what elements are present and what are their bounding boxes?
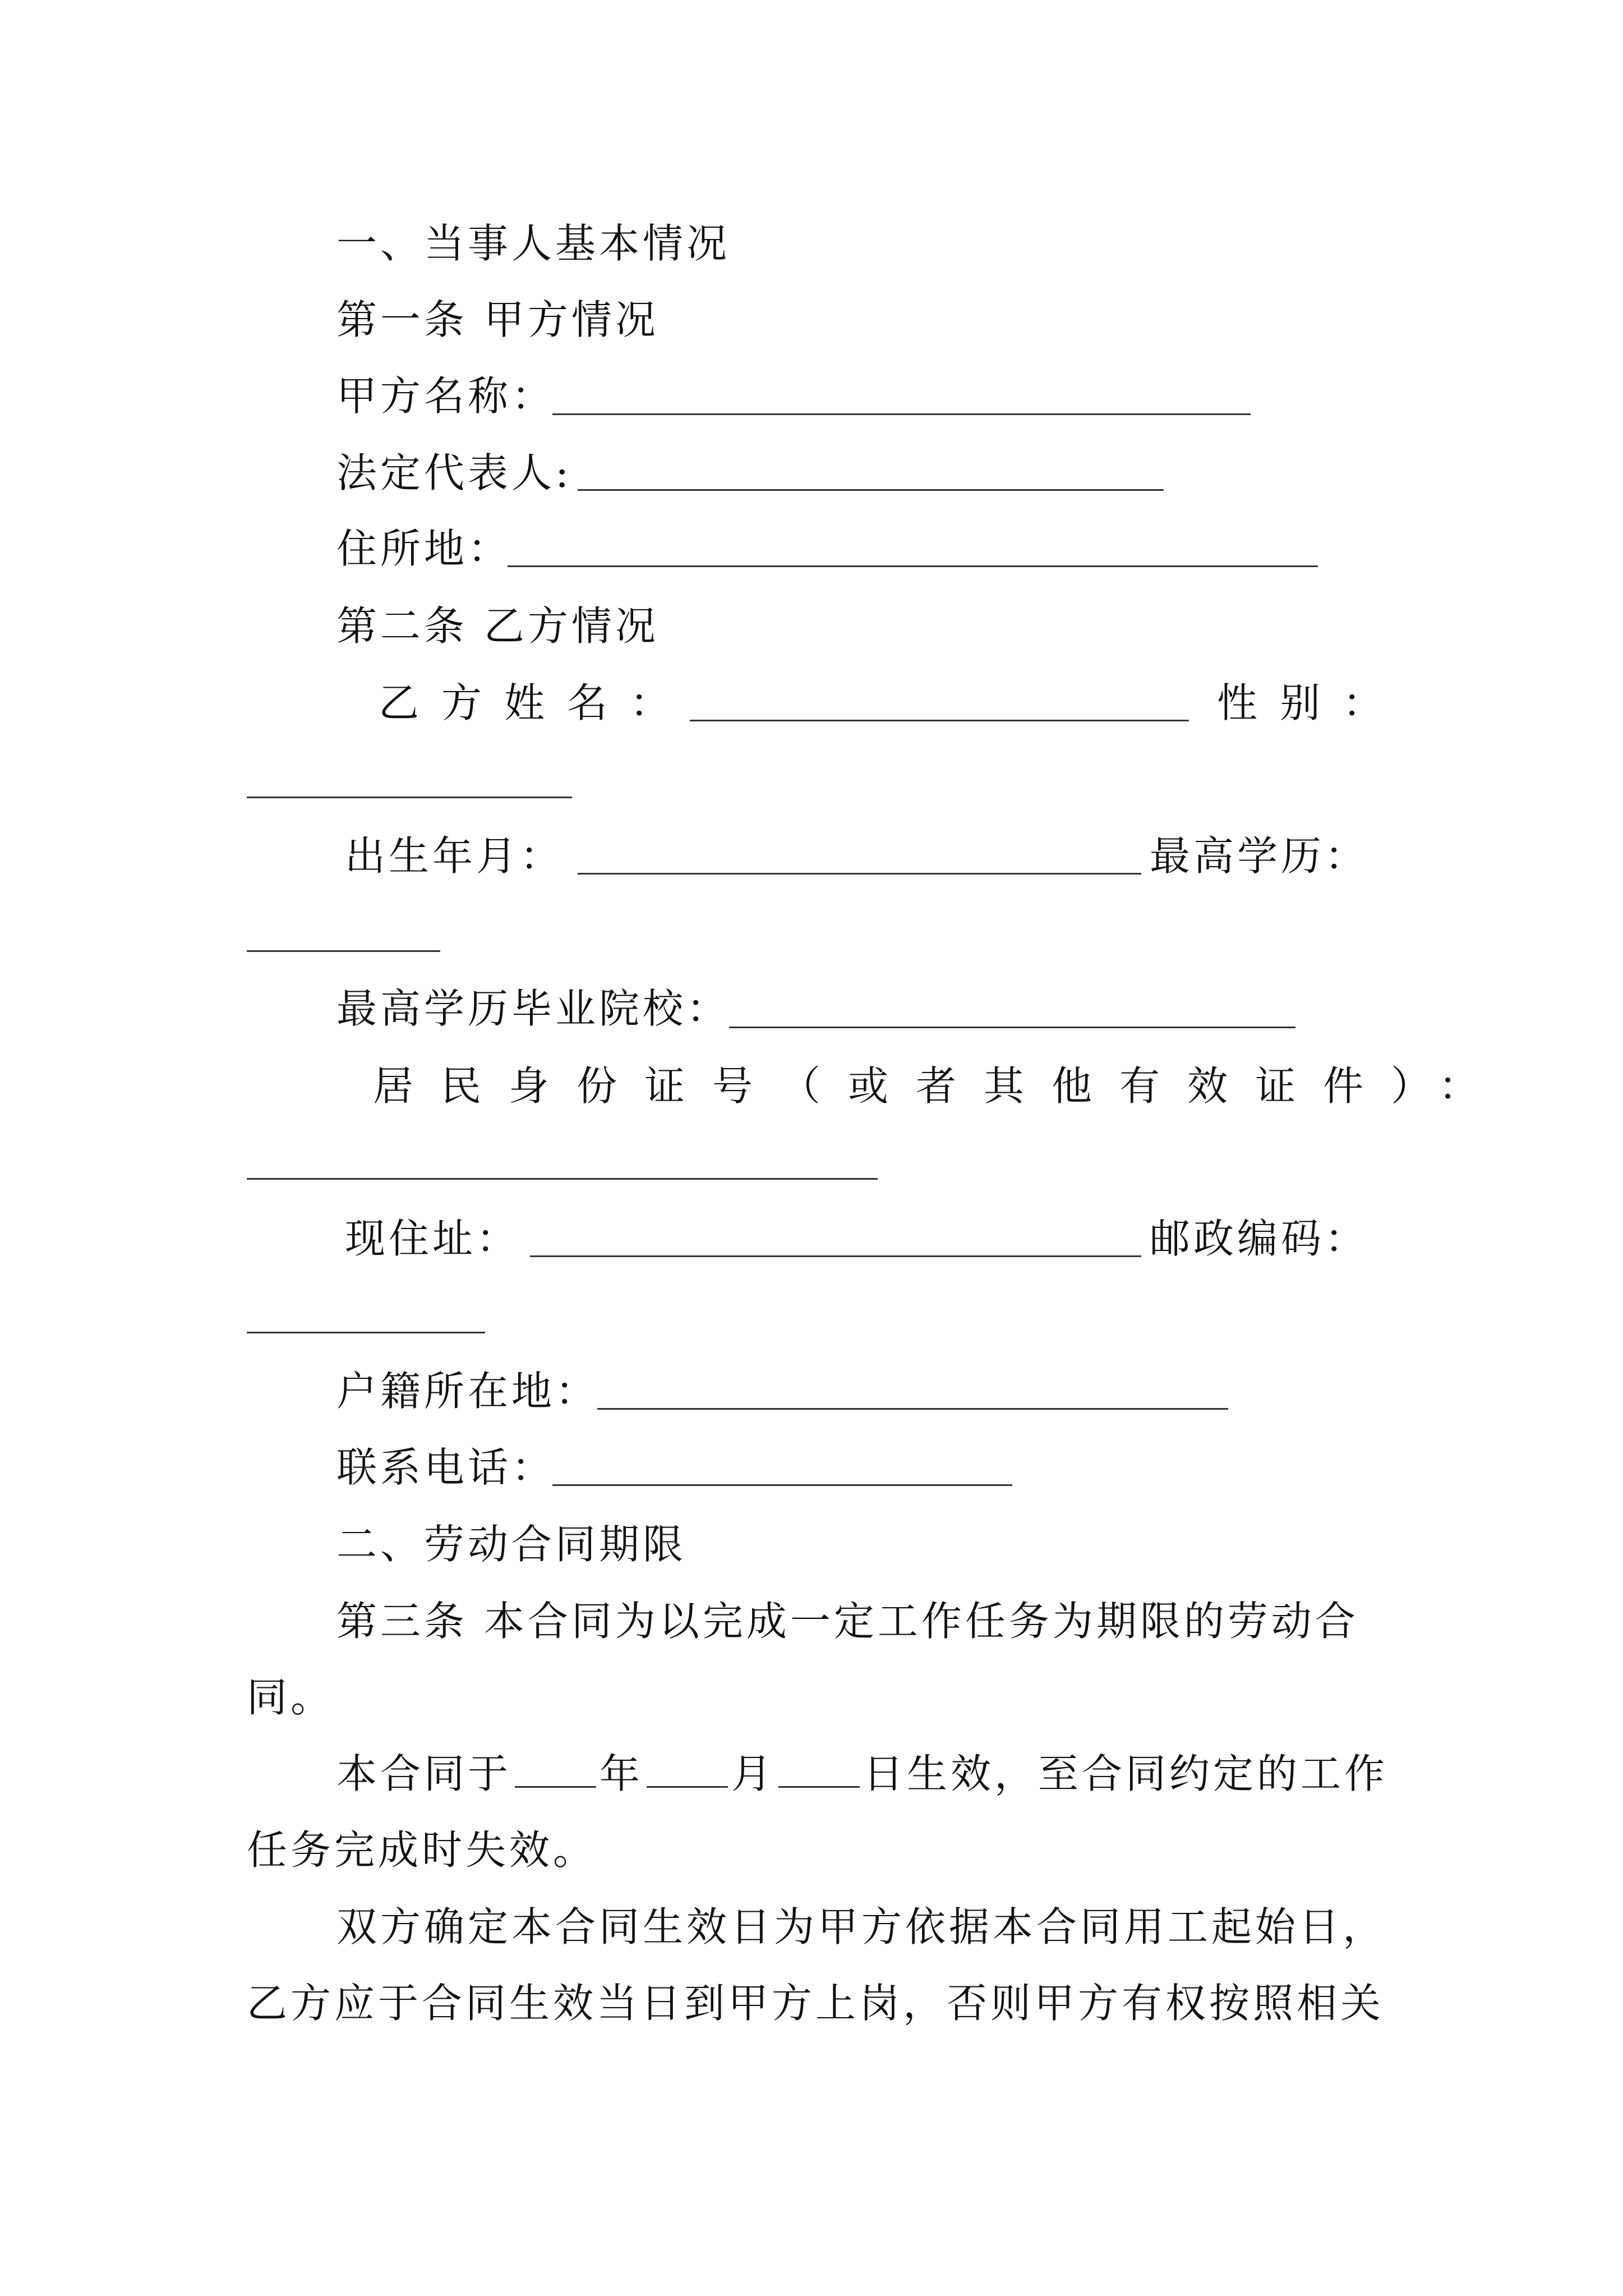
- phone-label: 联系电话：: [336, 1444, 556, 1491]
- paragraph-line-2: 乙方应于合同生效当日到甲方上岗，否则甲方有权按照相关: [247, 1980, 1385, 2027]
- phone-blank[interactable]: [552, 1484, 1012, 1486]
- party-b-name-label: 乙方姓名：: [379, 679, 693, 726]
- article-3-line-2: 同。: [247, 1674, 335, 1721]
- gender-label: 性别：: [1217, 679, 1406, 726]
- school-label: 最高学历毕业院校：: [336, 985, 731, 1032]
- postcode-blank[interactable]: [247, 1332, 485, 1333]
- postcode-label: 邮政编码：: [1150, 1215, 1369, 1262]
- birth-label: 出生年月：: [345, 832, 564, 880]
- effective-month: 月: [731, 1750, 776, 1797]
- household-blank[interactable]: [597, 1408, 1228, 1410]
- education-blank[interactable]: [247, 950, 440, 952]
- legal-rep-label: 法定代表人:: [336, 449, 573, 496]
- article-1-title: 第一条 甲方情况: [336, 296, 659, 343]
- id-label: 居民身份证号（或者其他有效证件）：: [373, 1062, 1507, 1110]
- effective-month-blank[interactable]: [647, 1786, 728, 1788]
- party-a-name-blank[interactable]: [552, 413, 1251, 415]
- residence-label: 住所地：: [336, 525, 512, 572]
- gender-blank[interactable]: [247, 797, 572, 798]
- article-3-line-1: 第三条 本合同为以完成一定工作任务为期限的劳动合: [336, 1598, 1359, 1645]
- party-b-name-blank[interactable]: [690, 720, 1189, 721]
- party-a-name-label: 甲方名称：: [336, 372, 556, 420]
- effective-part-2: 日生效，至合同约定的工作: [863, 1750, 1389, 1797]
- effective-year: 年: [600, 1750, 644, 1797]
- effective-year-blank[interactable]: [515, 1786, 596, 1788]
- effective-line-2: 任务完成时失效。: [247, 1826, 597, 1874]
- education-label: 最高学历：: [1150, 832, 1369, 880]
- residence-blank[interactable]: [508, 565, 1318, 567]
- article-2-title: 第二条 乙方情况: [336, 602, 659, 650]
- birth-blank[interactable]: [578, 873, 1141, 875]
- effective-date-line: [336, 1747, 1388, 1801]
- section-2-heading: 二、劳动合同期限: [336, 1521, 687, 1568]
- paragraph-line-1: 双方确定本合同生效日为甲方依据本合同用工起始日，: [336, 1903, 1387, 1950]
- id-blank[interactable]: [247, 1178, 878, 1180]
- address-label: 现住址：: [345, 1215, 520, 1262]
- effective-part-1: 本合同于: [336, 1750, 512, 1797]
- legal-rep-blank[interactable]: [578, 489, 1164, 491]
- household-label: 户籍所在地：: [336, 1368, 600, 1415]
- section-1-heading: 一、当事人基本情况: [336, 220, 731, 267]
- address-blank[interactable]: [530, 1255, 1141, 1257]
- effective-day-blank[interactable]: [778, 1786, 860, 1788]
- school-blank[interactable]: [729, 1027, 1295, 1028]
